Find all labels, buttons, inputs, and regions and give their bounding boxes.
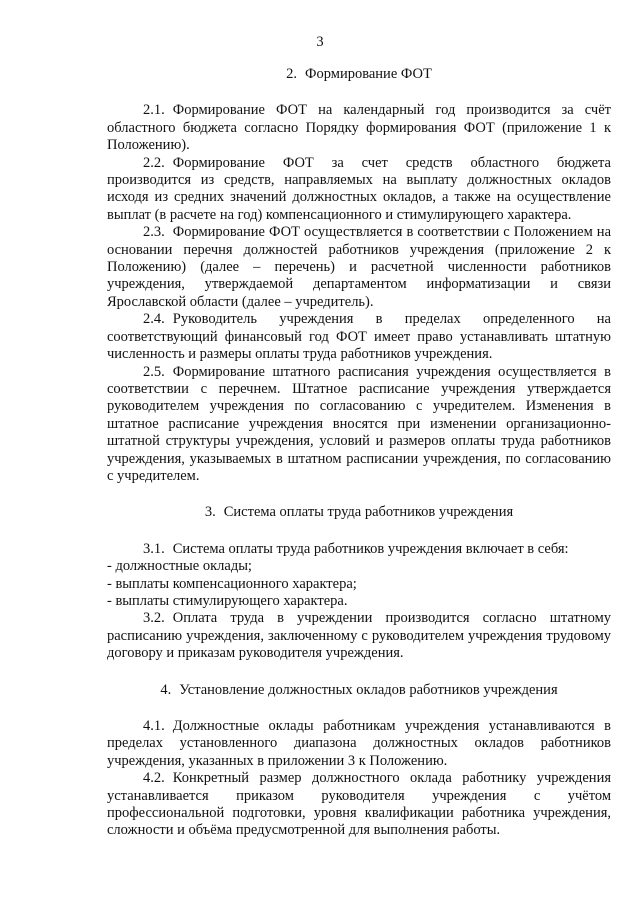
paragraph-number: 4.1.: [143, 718, 165, 734]
paragraph-number: 2.3.: [143, 224, 165, 241]
paragraph-number: 3.2.: [143, 610, 165, 627]
paragraph-number: 2.4.: [143, 311, 165, 328]
paragraph-2-3: [107, 224, 611, 311]
paragraph-text: Руководитель учреждения в пределах определенного на соответствующий финансовый год ФОТ имеет право устанавливать штатную численность и размеры оплаты труда работников учреждения.: [107, 311, 611, 363]
list-item: - должностные оклады;: [107, 558, 252, 575]
section-number: 4.: [160, 681, 172, 698]
section-heading-3: [107, 504, 611, 521]
paragraph-2-5: [107, 364, 611, 486]
paragraph-text: Формирование штатного расписания учреждения осуществляется в соответствии с перечнем. Штатное расписание учреждения утверждается руководителем учреждения по согласованию с учредителем. Изменения в штатное расписание учреждения вносятся при изменении организационно-штатной структуры учреждения, условий и размеров оплаты труда работников учреждения, указываемых в штатном расписании учреждения, по согласованию с учредителем.: [107, 363, 611, 484]
paragraph-text: Оплата труда в учреждении производится согласно штатному расписанию учреждения, заключенному с руководителем учреждения трудовому договору и приказам руководителя учреждения.: [107, 610, 611, 662]
section-number: 3.: [204, 504, 216, 521]
paragraph-number: 2.2.: [143, 154, 165, 171]
list-item: - выплаты компенсационного характера;: [107, 575, 357, 592]
section-title: Установление должностных окладов работников учреждения: [179, 681, 558, 698]
paragraph-4-2: [107, 770, 611, 840]
page-number: 3: [316, 34, 324, 50]
paragraph-number: 2.5.: [143, 363, 165, 380]
paragraph-2-4: [107, 311, 611, 363]
paragraph-text: Формирование ФОТ на календарный год производится за счёт областного бюджета согласно Порядку формирования ФОТ (приложение 1 к Положению).: [107, 102, 611, 154]
paragraph-4-1: [107, 718, 611, 770]
paragraph-number: 2.1.: [143, 102, 165, 119]
paragraph-text: Формирование ФОТ осуществляется в соответствии с Положением на основании перечня должностей работников учреждения (приложение 2 к Положению) (далее – перечень) и расчетной численности работников учреждения, утверждаемой департаментом информатизации и связи Ярославской области (далее – учредитель).: [107, 224, 611, 310]
list-item: - выплаты стимулирующего характера.: [107, 592, 348, 609]
paragraph-text: Конкретный размер должностного оклада работнику учреждения устанавливается приказом руководителя учреждения с учётом профессиональной подготовки, уровня квалификации работника учреждения, сложности и объёма предусмотренной для выполнения работы.: [107, 770, 611, 839]
section-heading-2: [107, 66, 611, 83]
paragraph-text: Формирование ФОТ за счет средств областного бюджета производится из средств, направляемых на выплату должностных окладов исходя из средних значений должностных окладов, а также на осуществление выплат (в расчете на год) компенсационного и стимулирующего характера.: [107, 154, 611, 223]
section-number: 2.: [286, 66, 298, 82]
paragraph-2-1: [107, 102, 611, 154]
section-title: Система оплаты труда работников учреждения: [223, 504, 514, 521]
paragraph-text: Система оплаты труда работников учреждения включает в себя:: [172, 540, 569, 557]
paragraph-2-2: [107, 155, 611, 225]
paragraph-3-2: [107, 610, 611, 662]
paragraph-number: 3.1.: [143, 540, 165, 557]
paragraph-number: 4.2.: [143, 770, 165, 787]
paragraph-3-1: [107, 541, 611, 558]
section-title: Формирование ФОТ: [305, 66, 432, 82]
document-body: [107, 66, 611, 840]
paragraph-text: Должностные оклады работникам учреждения устанавливаются в пределах установленного диапазона должностных окладов работников учреждения, указанных в приложении 3 к Положению.: [107, 718, 611, 769]
section-heading-4: [107, 682, 611, 699]
